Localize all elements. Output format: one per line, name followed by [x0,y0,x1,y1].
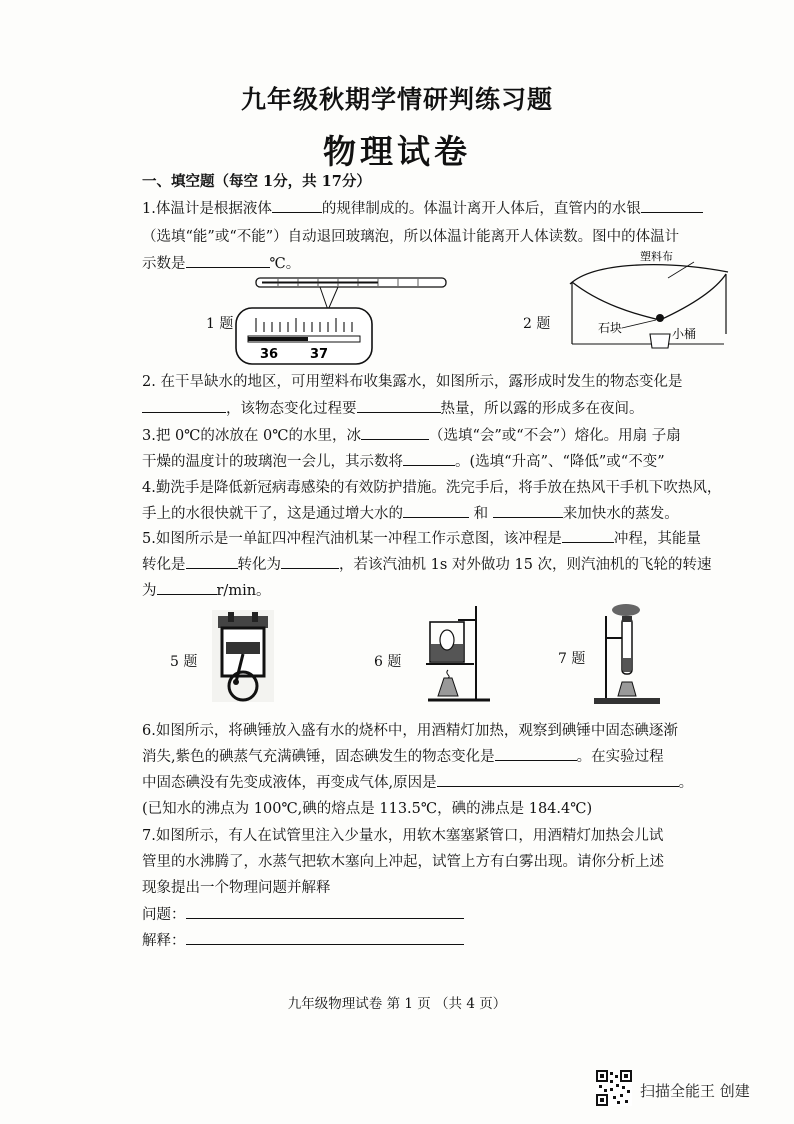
q5-line-3 [142,580,752,602]
engine-cylinder-figure [210,608,276,704]
q6-text-b: 。在实验过程 [576,749,664,765]
fig1-label: 1 题 [206,316,234,332]
q5-line-1 [142,528,752,550]
q7-question-label: 问题： [142,907,186,923]
q4-text-a: 手上的水很快就干了，这是通过增大水的 [142,506,403,522]
fig5-label: 5 题 [170,654,198,670]
q5-blank-2[interactable] [186,554,238,569]
q5-text-b: 冲程，其能量 [613,531,701,547]
q5-blank-1[interactable] [562,528,614,543]
q7-answer-field[interactable] [186,930,464,945]
q6-line-1: 6.如图所示，将碘锤放入盛有水的烧杯中，用酒精灯加热，观察到碘锤中固态碘逐渐 [142,723,678,739]
q6-line-3 [142,772,752,794]
q4-text-b: 和 [473,506,489,522]
q6-blank-1[interactable] [495,746,577,761]
q5-blank-4[interactable] [157,580,217,595]
q1-line-1 [142,198,752,220]
q4-line-1: 4.勤洗手是降低新冠病毒感染的有效防护措施。洗完手后，将手放在热风干手机下吹热风， [142,480,722,496]
q3-blank-1[interactable] [361,425,429,440]
fig6-label: 6 题 [374,654,402,670]
q5-text-a: 5.如图所示是一单缸四冲程汽油机某一冲程工作示意图，该冲程是 [142,531,562,547]
q3-blank-2[interactable] [403,451,455,466]
q2-line-1: 2. 在干旱缺水的地区，可用塑料布收集露水，如图所示，露形成时发生的物态变化是 [142,374,683,390]
q7-line-3: 现象提出一个物理问题并解释 [142,880,331,896]
fig2-label: 2 题 [523,316,551,332]
scanner-watermark [596,1070,776,1110]
q6-line-4: (已知水的沸点为 100℃,碘的熔点是 113.5℃，碘的沸点是 184.4℃) [142,801,593,817]
page-footer: 九年级物理试卷 第 1 页 （共 4 页） [287,996,507,1012]
q3-text-a: 3.把 0℃的冰放在 0℃的水里，冰 [142,428,361,444]
q3-line-1 [142,425,752,447]
exam-subtitle: 物理试卷 [323,132,471,171]
q7-question-row [142,904,752,926]
q2-blank-1[interactable] [142,398,226,413]
q1-blank-2[interactable] [641,198,703,213]
q5-line-2 [142,554,752,576]
dew-collector-figure [564,248,734,354]
q1-text-a: 1.体温计是根据液体 [142,201,272,217]
q5-text-c: 转化是 [142,557,186,573]
q1-blank-3[interactable] [186,253,270,268]
q2-line-2 [142,398,752,420]
q3-text-c: 干燥的温度计的玻璃泡一会儿，其示数将 [142,454,403,470]
qr-code-icon [596,1070,632,1106]
thermometer-tick-36: 36 [260,347,279,362]
q4-text-c: 来加快水的蒸发。 [562,506,679,522]
q6-line-2 [142,746,752,768]
q2-blank-2[interactable] [357,398,441,413]
q7-answer-label: 解释： [142,933,186,949]
q6-text-c: 中固态碘没有先变成液体，再变成气体,原因是 [142,775,437,791]
section-heading: 一、填空题（每空 1分，共 17分） [142,173,371,190]
q1-line-2: （选填“能”或“不能”）自动退回玻璃泡，所以体温计能离开人体读数。图中的体温计 [142,229,680,245]
q4-line-2 [142,503,752,525]
q7-answer-row [142,930,752,952]
q7-line-2: 管里的水沸腾了，水蒸气把软木塞向上冲起，试管上方有白雾出现。请你分析上述 [142,854,664,870]
test-tube-cork-figure [590,600,666,706]
q6-text-a: 消失,紫色的碘蒸气充满碘锤，固态碘发生的物态变化是 [142,749,495,765]
q6-text-d: 。 [678,775,694,791]
q5-text-d: 转化为 [237,557,281,573]
q1-text-d: ℃。 [269,256,301,272]
label-stone: 石块 [598,321,623,335]
q1-text-b: 的规律制成的。体温计离开人体后，直管内的水银 [321,201,641,217]
q3-text-b: （选填“会”或“不会”）熔化。用扇 子扇 [428,428,681,444]
exam-title: 九年级秋期学情研判练习题 [240,85,553,114]
q5-text-g: r/min。 [216,583,271,599]
q2-text-b: 热量，所以露的形成多在夜间。 [440,401,644,417]
q3-text-d: 。(选填“升高”、“降低”或“不变” [455,454,665,470]
q1-blank-1[interactable] [272,198,322,213]
q4-blank-1[interactable] [403,503,469,518]
q5-text-f: 为 [142,583,157,599]
label-bucket: 小桶 [672,327,697,341]
thermometer-figure [228,274,448,370]
label-plastic-cloth: 塑料布 [640,250,673,263]
q3-line-2 [142,451,752,473]
thermometer-tick-37: 37 [310,347,329,362]
q5-text-e: ，若该汽油机 1s 对外做功 15 次，则汽油机的飞轮的转速 [339,557,712,573]
q7-question-field[interactable] [186,904,464,919]
q4-blank-2[interactable] [493,503,563,518]
iodine-heating-figure [418,600,498,706]
scanner-text: 扫描全能王 创建 [640,1082,750,1100]
q1-text-c: 示数是 [142,256,186,272]
q5-blank-3[interactable] [281,554,339,569]
q7-line-1: 7.如图所示，有人在试管里注入少量水，用软木塞塞紧管口，用酒精灯加热会儿试 [142,828,664,844]
fig7-label: 7 题 [558,651,586,667]
q2-text-a: ，该物态变化过程要 [226,401,357,417]
q6-blank-2[interactable] [437,772,679,787]
